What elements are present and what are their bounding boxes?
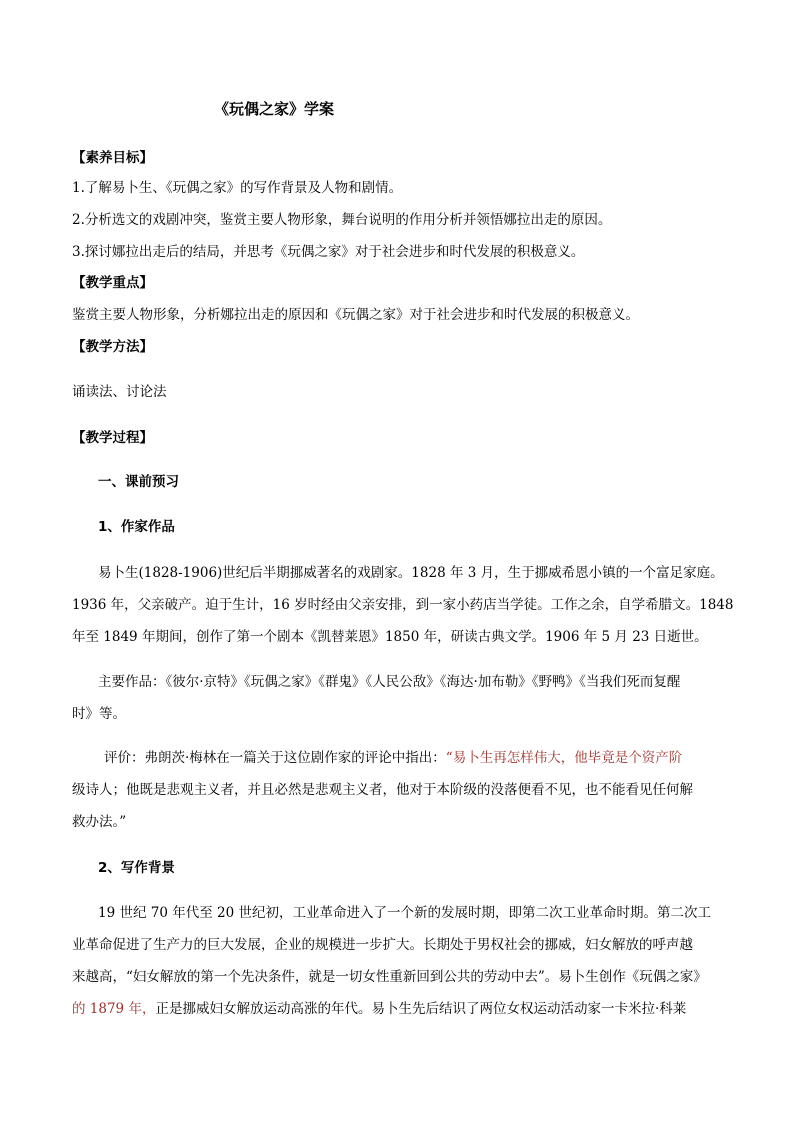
author-line-2: 1936 年，父亲破产。迫于生计，16 岁时经由父亲安排，到一家小药店当学徒。工作之余，自学希腊文。1848 bbox=[72, 597, 734, 613]
background-line-2: 业革命促进了生产力的巨大发展，企业的规模进一步扩大。长期处于男权社会的挪威，妇女解放的呼声越 bbox=[72, 937, 693, 953]
focus-text: 鉴赏主要人物形象，分析娜拉出走的原因和《玩偶之家》对于社会进步和时代发展的积极意义。 bbox=[72, 307, 639, 323]
background-line-3: 来越高，“妇女解放的第一个先决条件，就是一切女性重新回到公共的劳动中去”。易卜生创作《玩偶之家》 bbox=[72, 969, 707, 985]
method-text: 诵读法、讨论法 bbox=[72, 384, 167, 400]
goal-1: 1.了解易卜生、《玩偶之家》的写作背景及人物和剧情。 bbox=[72, 180, 403, 196]
background-line-4-rest: 正是挪威妇女解放运动高涨的年代。易卜生先后结识了两位女权运动活动家一卡米拉·科莱 bbox=[155, 1001, 687, 1017]
works-line-1: 主要作品：《彼尔·京特》《玩偶之家》《群鬼》《人民公敌》《海达·加布勒》《野鸭》《当我们死而复醒 bbox=[98, 674, 681, 690]
review-line-2: 级诗人；他既是悲观主义者，并且必然是悲观主义者，他对于本阶级的没落便看不见，也不能看见任何解 bbox=[72, 782, 693, 798]
goal-2: 2.分析选文的戏剧冲突，鉴赏主要人物形象，舞台说明的作用分析并领悟娜拉出走的原因。 bbox=[72, 212, 612, 228]
background-line-4 bbox=[72, 999, 686, 1019]
background-line-1: 19 世纪 70 年代至 20 世纪初，工业革命进入了一个新的发展时期，即第二次工业革命时期。第二次工 bbox=[98, 905, 711, 921]
review-intro: 评价：弗朗茨·梅林在一篇关于这位剧作家的评论中指出： bbox=[104, 750, 446, 766]
author-line-3: 年至 1849 年期间，创作了第一个剧本《凯替莱恩》1850 年，研读古典文学。1906 年 5 月 23 日逝世。 bbox=[72, 629, 708, 645]
page-title: 《玩偶之家》学案 bbox=[214, 100, 335, 118]
goals-heading: 【素养目标】 bbox=[72, 150, 153, 166]
works-line-2: 时》等。 bbox=[72, 706, 126, 722]
focus-heading: 【教学重点】 bbox=[72, 275, 153, 291]
goal-3: 3.探讨娜拉出走后的结局，并思考《玩偶之家》对于社会进步和时代发展的积极意义。 bbox=[72, 244, 585, 260]
review-line-3: 救办法。” bbox=[72, 814, 127, 830]
review-quote-start: “易卜生再怎样伟大，他毕竟是个资产阶 bbox=[445, 750, 683, 766]
part-1-heading: 一、课前预习 bbox=[98, 474, 179, 490]
author-line-1: 易卜生(1828-1906)世纪后半期挪威著名的戏剧家。1828 年 3 月，生于挪威希恩小镇的一个富足家庭。 bbox=[98, 565, 724, 581]
sub-2-heading: 2、写作背景 bbox=[98, 860, 175, 876]
process-heading: 【教学过程】 bbox=[72, 430, 153, 446]
background-year: 的 1879 年， bbox=[72, 1001, 156, 1017]
method-heading: 【教学方法】 bbox=[72, 339, 153, 355]
sub-1-heading: 1、作家作品 bbox=[98, 519, 175, 535]
review-line-1 bbox=[104, 748, 682, 768]
